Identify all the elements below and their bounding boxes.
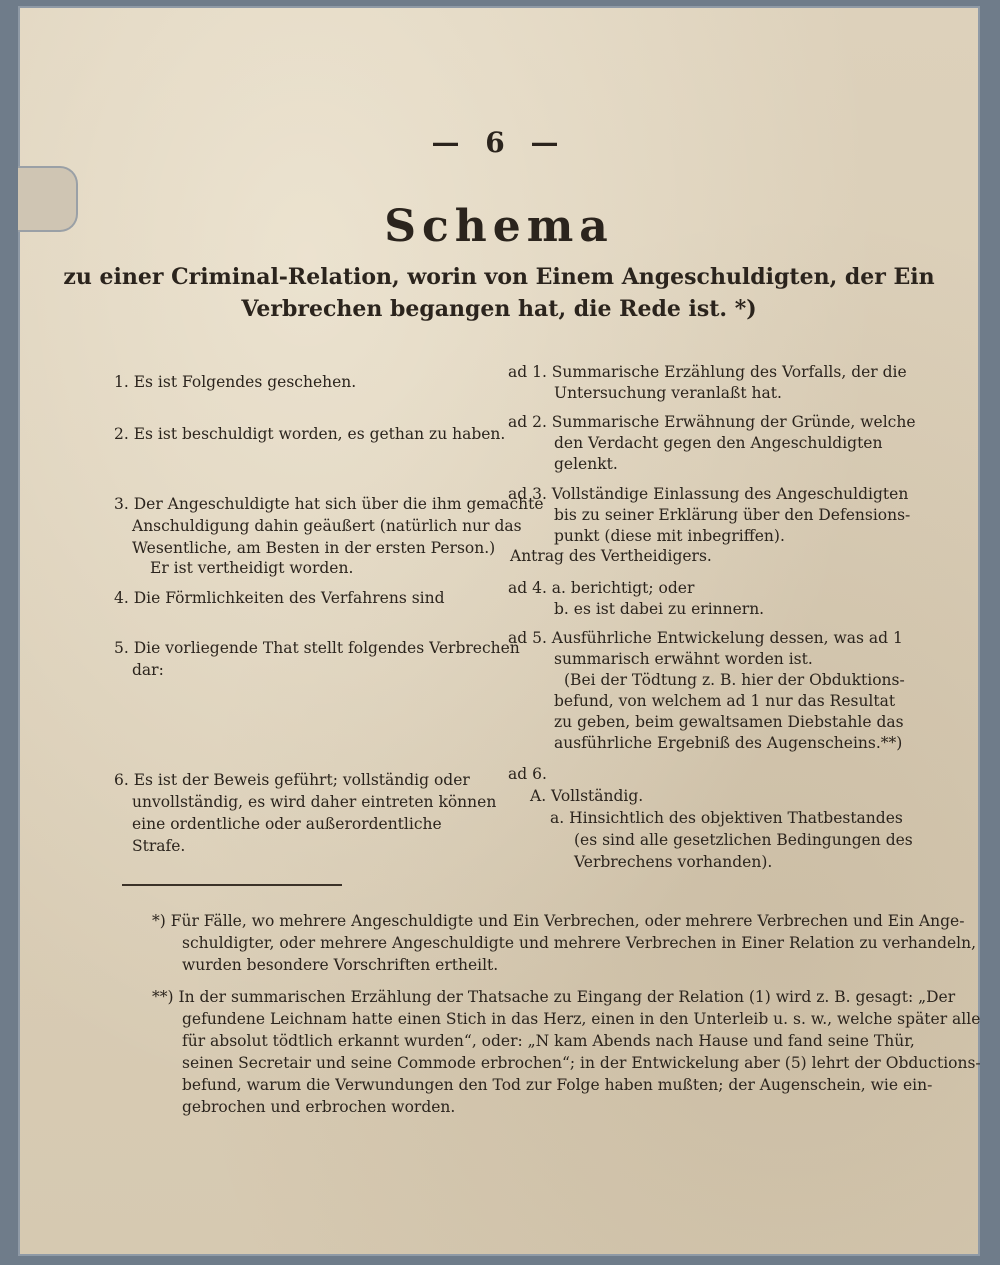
footnote-2-line-6: gebrochen und erbrochen worden. bbox=[182, 1098, 456, 1116]
item-3-line-1: 3. Der Angeschuldigte hat sich über die ihm gemachte bbox=[114, 495, 544, 513]
ad-2-line-2: den Verdacht gegen den Angeschuldigten bbox=[554, 434, 883, 452]
ad-6-line-3: a. Hinsichtlich des objektiven Thatbestandes bbox=[550, 809, 903, 827]
ad-6-line-5: Verbrechens vorhanden). bbox=[574, 853, 773, 871]
footnote-2-line-4: seinen Secretair und seine Commode erbrochen“; in der Entwickelung aber (5) lehrt der Obductions- bbox=[182, 1054, 981, 1072]
ad-5-line-3: (Bei der Tödtung z. B. hier der Obduktions- bbox=[564, 671, 905, 689]
item-6-line-1: 6. Es ist der Beweis geführt; vollständig oder bbox=[114, 771, 470, 789]
ad-4-line-2: b. es ist dabei zu erinnern. bbox=[554, 600, 765, 618]
footnote-2-line-3: für absolut tödtlich erkannt wurden“, oder: „N kam Abends nach Hause und fand seine Thür, bbox=[182, 1032, 915, 1050]
subtitle-line-2: Verbrechen begangen hat, die Rede ist. *) bbox=[241, 296, 757, 322]
item-3-line-3: Wesentliche, am Besten in der ersten Person.) bbox=[132, 539, 496, 557]
ad-3-line-2: bis zu seiner Erklärung über den Defensions- bbox=[554, 506, 911, 524]
page-number: — 6 — bbox=[431, 126, 567, 159]
item-4: 4. Die Förmlichkeiten des Verfahrens sind bbox=[114, 589, 445, 607]
ad-6-line-4: (es sind alle gesetzlichen Bedingungen des bbox=[574, 831, 913, 849]
footnote-2-line-5: befund, warum die Verwundungen den Tod zur Folge haben mußten; der Augenschein, wie ein- bbox=[182, 1076, 933, 1094]
item-6-line-2: unvollständig, es wird daher eintreten können bbox=[132, 793, 497, 811]
ad-2-line-1: ad 2. Summarische Erwähnung der Gründe, welche bbox=[508, 413, 916, 431]
item-1: 1. Es ist Folgendes geschehen. bbox=[114, 373, 357, 391]
footnote-1-line-1: *) Für Fälle, wo mehrere Angeschuldigte und Ein Verbrechen, oder mehrere Verbrechen und Ein Ange- bbox=[152, 912, 965, 930]
ad-6-line-1: ad 6. bbox=[508, 765, 547, 783]
ad-3-line-4: Antrag des Vertheidigers. bbox=[510, 547, 712, 565]
item-3-line-4: Er ist vertheidigt worden. bbox=[150, 559, 354, 577]
item-6-line-4: Strafe. bbox=[132, 837, 186, 855]
page-title: Schema bbox=[384, 201, 614, 252]
item-6-line-3: eine ordentliche oder außerordentliche bbox=[132, 815, 442, 833]
footnote-divider bbox=[122, 884, 342, 886]
ad-4-line-1: ad 4. a. berichtigt; oder bbox=[508, 579, 695, 597]
item-3-line-2: Anschuldigung dahin geäußert (natürlich nur das bbox=[132, 517, 522, 535]
ad-3-line-3: punkt (diese mit inbegriffen). bbox=[554, 527, 785, 545]
ad-6-line-2: A. Vollständig. bbox=[530, 787, 644, 805]
item-5-line-2: dar: bbox=[132, 661, 164, 679]
footnote-2-line-1: **) In der summarischen Erzählung der Thatsache zu Eingang der Relation (1) wird z. B. gesagt: „Der bbox=[152, 988, 956, 1006]
footnote-1-line-3: wurden besondere Vorschriften ertheilt. bbox=[182, 956, 499, 974]
footnote-1-line-2: schuldigter, oder mehrere Angeschuldigte und mehrere Verbrechen in Einer Relation zu verhandeln, bbox=[182, 934, 977, 952]
ad-2-line-3: gelenkt. bbox=[554, 455, 618, 473]
ad-1-line-2: Untersuchung veranlaßt hat. bbox=[554, 384, 782, 402]
ad-1-line-1: ad 1. Summarische Erzählung des Vorfalls, der die bbox=[508, 363, 907, 381]
ad-5-line-2: summarisch erwähnt worden ist. bbox=[554, 650, 813, 668]
ad-3-line-1: ad 3. Vollständige Einlassung des Angeschuldigten bbox=[508, 485, 909, 503]
ad-5-line-5: zu geben, beim gewaltsamen Diebstahle das bbox=[554, 713, 904, 731]
document-page bbox=[18, 6, 980, 1256]
ad-5-line-4: befund, von welchem ad 1 nur das Resultat bbox=[554, 692, 896, 710]
ad-5-line-6: ausführliche Ergebniß des Augenscheins.**) bbox=[554, 734, 903, 752]
ad-5-line-1: ad 5. Ausführliche Entwickelung dessen, was ad 1 bbox=[508, 629, 903, 647]
footnote-2-line-2: gefundene Leichnam hatte einen Stich in das Herz, einen in den Unterleib u. s. w., welche später alle bbox=[182, 1010, 981, 1028]
item-2: 2. Es ist beschuldigt worden, es gethan zu haben. bbox=[114, 425, 506, 443]
item-5-line-1: 5. Die vorliegende That stellt folgendes Verbrechen bbox=[114, 639, 520, 657]
subtitle-line-1: zu einer Criminal-Relation, worin von Einem Angeschuldigten, der Ein bbox=[63, 264, 935, 290]
